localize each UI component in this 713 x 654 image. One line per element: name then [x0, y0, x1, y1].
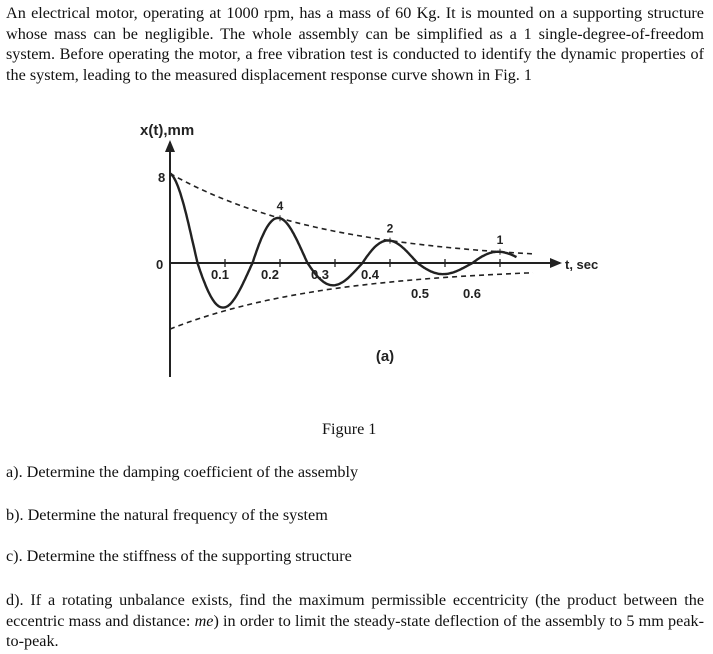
question-d-text-2: ) in order to limit the steady-state deflection of the assembly to 5 mm peak-to-peak. [6, 611, 705, 650]
displacement-response-figure [120, 112, 620, 382]
x-tick-label-3: 0.4 [360, 267, 380, 282]
x-tick-label-0: 0.1 [210, 267, 230, 282]
y-tick-label-0: 0 [156, 257, 164, 272]
x-tick-label-5: 0.6 [462, 286, 482, 301]
y-axis-arrow [165, 140, 175, 152]
peak-label-0: 4 [276, 199, 284, 214]
x-tick-label-1: 0.2 [260, 267, 280, 282]
question-a: a). Determine the damping coefficient of the assembly [6, 463, 359, 481]
question-d-me: me [194, 611, 214, 630]
x-tick-label-4: 0.5 [410, 286, 430, 301]
y-tick-label-8: 8 [158, 170, 166, 185]
peak-label-2: 1 [496, 232, 504, 247]
x-axis-arrow [550, 258, 562, 268]
x-axis-label: t, sec [565, 257, 599, 272]
question-d-text-1: d). If a rotating unbalance exists, find the maximum permissible eccentricity (the product between the eccentric mass and distance: [6, 591, 704, 630]
x-tick-label-2: 0.3 [310, 267, 330, 282]
figure-caption: Figure 1 [322, 420, 377, 438]
question-c: c). Determine the stiffness of the supporting structure [6, 547, 352, 565]
question-b: b). Determine the natural frequency of the system [6, 506, 328, 524]
upper-envelope [170, 173, 533, 254]
problem-intro: An electrical motor, operating at 1000 rpm, has a mass of 60 Kg. It is mounted on a supporting structure whose mass can be negligible. The whole assembly can be simplified as a 1 single-degree-of-freedom system. Before operating the motor, a free vibration test is conducted to identify the dynamic properties of the system, leading to the measured displacement response curve shown in Fig. 1 [6, 4, 704, 84]
displacement-chart [120, 112, 620, 382]
y-axis-label: x(t),mm [140, 122, 195, 139]
peak-label-1: 2 [386, 221, 394, 236]
question-d [6, 590, 704, 652]
subfigure-label: (a) [375, 348, 395, 365]
